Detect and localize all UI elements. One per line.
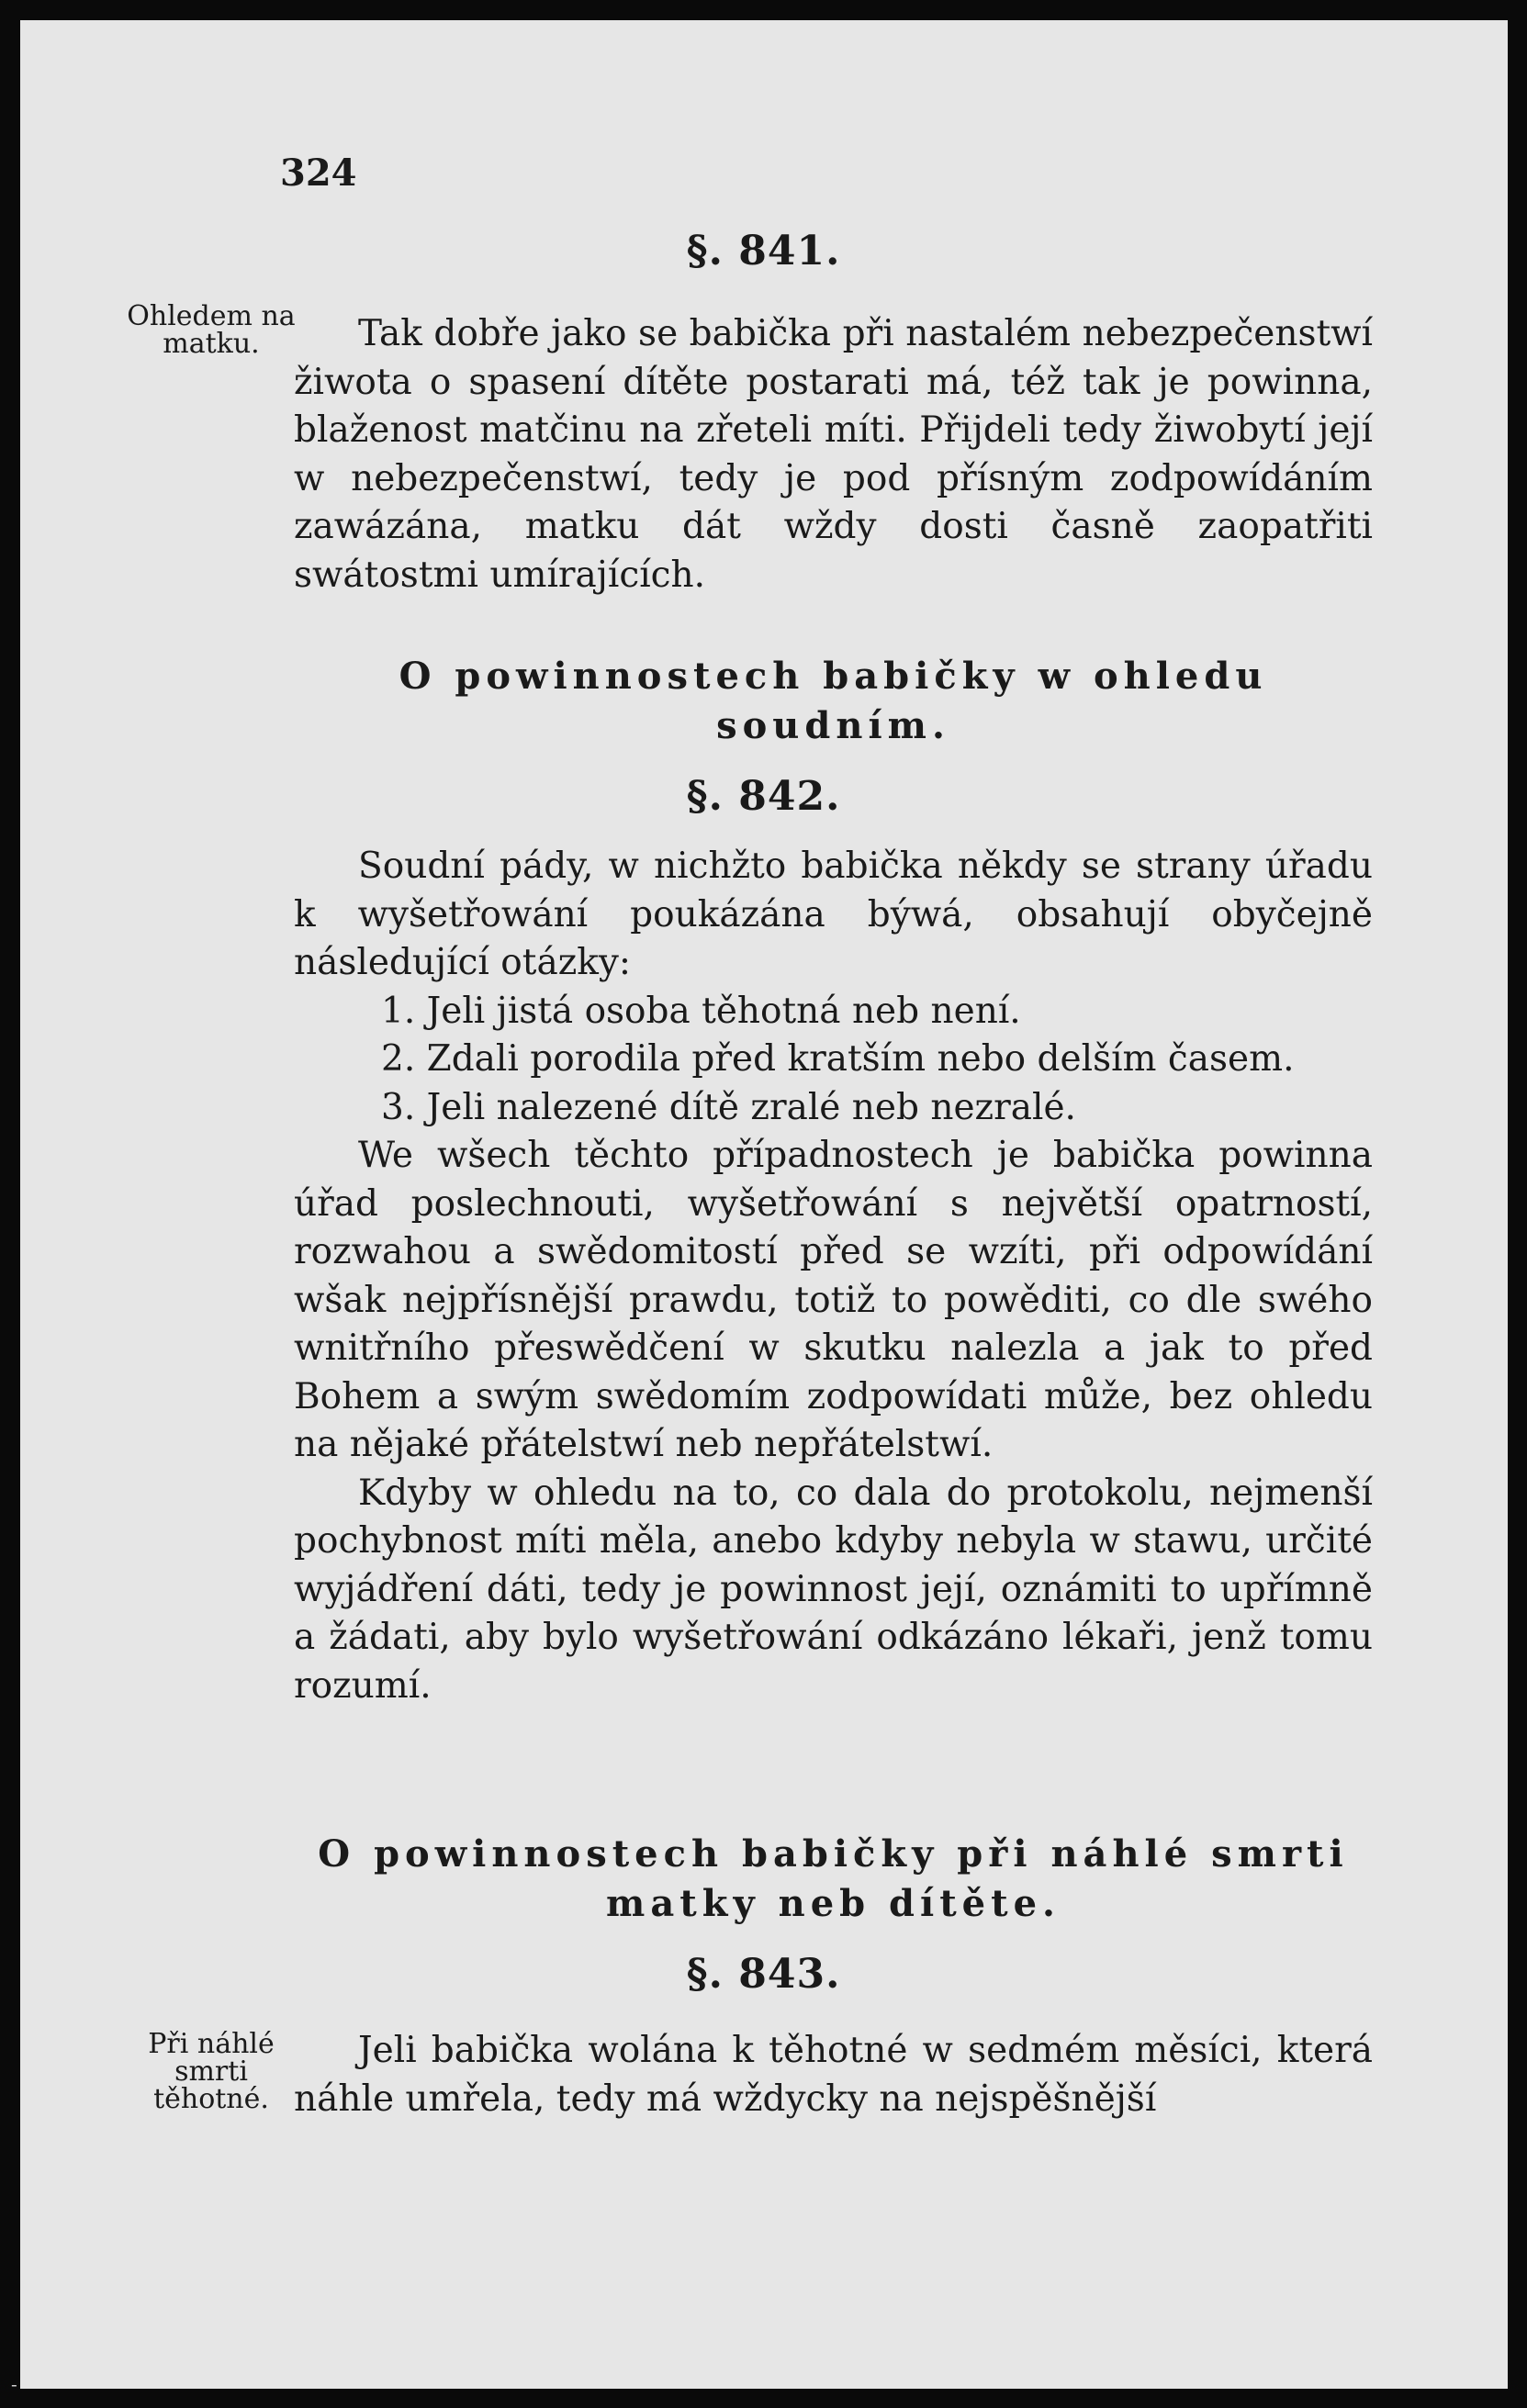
scan-artifact: -: [11, 2373, 17, 2395]
paragraph-text: Kdyby w ohledu na to, co dala do protokolu, nejmenší pochybnost míti měla, anebo kdyby nebyla w stawu, určité wyjádření dáti, tedy je powinnost její, oznámiti to upřímně a žádati, aby bylo wyšetřowání odkázáno lékaři, jenž tomu rozumí.: [294, 1472, 1373, 1707]
page-number: 324: [280, 151, 357, 195]
margin-note-mother: Ohledem na matku.: [127, 300, 296, 360]
paragraph-text: Jeli babička wolána k těhotné w sedmém měsíci, která náhle umřela, tedy má wždycky na nejspěšnější: [294, 2030, 1373, 2120]
question-item: 2. Zdali porodila před kratším nebo delším časem.: [381, 1038, 1295, 1080]
paragraph-text: We wšech těchto případnostech je babička powinna úřad poslechnouti, wyšetřowání s největší opatrností, rozwahou a swědomitostí před se wzíti, při odpowídání wšak nejpřísnější prawdu, totiž to powěditi, co dle swého wnitřního přeswědčení w skutku nalezla a jak to před Bohem a swým swědomím zodpowídati může, bez ohledu na nějaké přátelstwí neb nepřátelstwí.: [294, 1135, 1373, 1465]
paragraph-841: [294, 310, 1373, 599]
chapter-heading-court-duties: O powinnostech babičky w ohledu soudním.: [399, 655, 1268, 747]
section-heading-842: §. 842.: [686, 773, 841, 820]
margin-note-sudden-death: Při náhlé smrti těhotné.: [148, 2028, 275, 2115]
chapter-heading-sudden-death: O powinnostech babičky při náhlé smrti matky neb dítěte.: [318, 1832, 1349, 1925]
paragraph-842: [294, 843, 1373, 1710]
paragraph-843: [294, 2027, 1373, 2123]
question-item: 1. Jeli jistá osoba těhotná neb není.: [381, 990, 1021, 1032]
paragraph-text: Tak dobře jako se babička při nastalém nebezpečenstwí žiwota o spasení dítěte postarati má, též tak je powinna, blaženost matčinu na zřeteli míti. Přijdeli tedy žiwobytí její w nebezpečenstwí, tedy je pod přísným zodpowídáním zawázána, matku dát wždy dosti časně zaopatřiti swátostmi umírajících.: [294, 313, 1373, 596]
question-item: 3. Jeli nalezené dítě zralé neb nezralé.: [381, 1086, 1076, 1128]
section-heading-843: §. 843.: [686, 1951, 841, 1998]
paragraph-text: Soudní pády, w nichžto babička někdy se strany úřadu k wyšetřowání poukázána býwá, obsahují obyčejně následující otázky:: [294, 846, 1373, 983]
section-heading-841: §. 841.: [686, 228, 841, 274]
